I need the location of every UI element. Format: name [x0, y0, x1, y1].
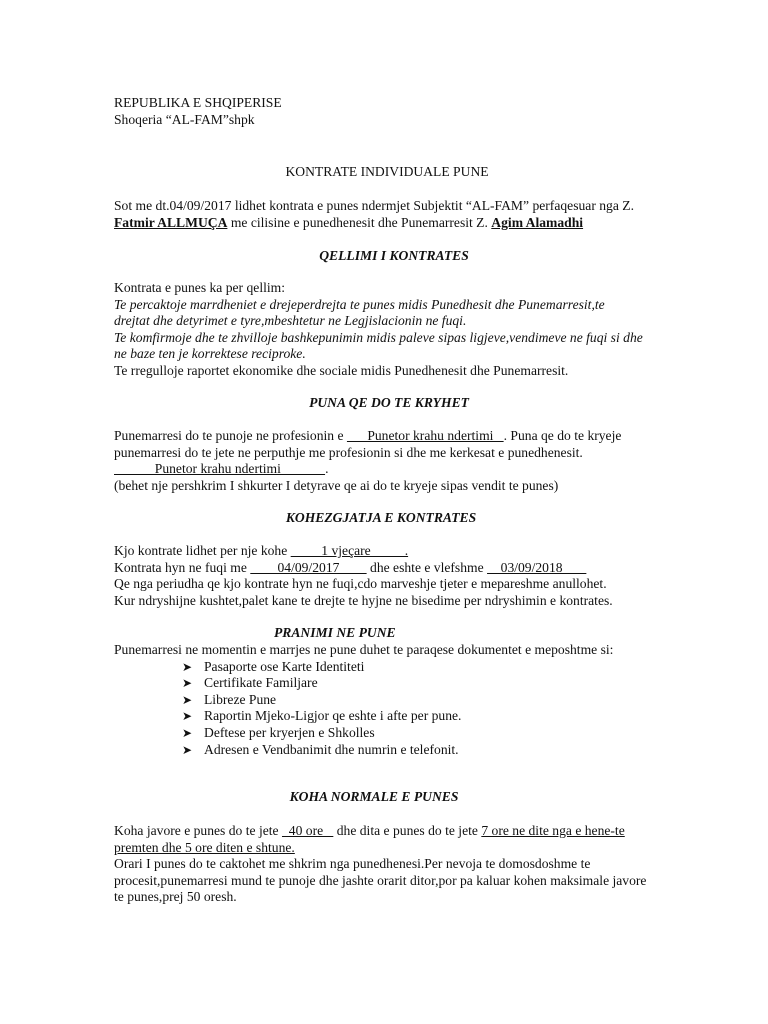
list-item-text: Deftese per kryerjen e Shkolles [204, 724, 375, 740]
purpose-item-1a: Te percaktoje marrdheniet e drejeperdrejta te punes midis Punedhesit dhe Punemarresit,te [114, 296, 605, 312]
arrow-bullet-icon: ➤ [182, 742, 193, 757]
document-list [114, 659, 674, 759]
work-line-2: punemarresi do te jete ne perputhje me profesionin si dhe me kerkesat e punedhenesit. [114, 444, 583, 460]
end-date: 03/09/2018 [487, 559, 587, 575]
duration-value: 1 vjeçare . [290, 543, 409, 558]
work-text-1b: . Puna qe do te kryeje [503, 428, 622, 443]
intro-paragraph [114, 198, 674, 231]
purpose-heading: QELLIMI I KONTRATES [319, 248, 469, 263]
duration-text-2b: dhe eshte e vlefshme [370, 559, 484, 575]
duration-heading-wrap [114, 510, 648, 527]
duration-line-4: Kur ndryshijne kushtet,palet kane te drejte te hyjne ne bisedime per ndryshimin e kontrates. [114, 592, 613, 608]
purpose-item-3: Te rregulloje raportet ekonomike dhe sociale midis Punedhenesit dhe Punemarresit. [114, 362, 569, 378]
country-name: REPUBLIKA E SHQIPERISE [114, 95, 282, 110]
work-section [114, 428, 674, 494]
hours-line-1 [114, 823, 674, 840]
weekly-hours: 40 ore [281, 823, 334, 838]
purpose-lead: Kontrata e punes ka per qellim: [114, 280, 285, 295]
list-item-text: Libreze Pune [204, 691, 277, 707]
list-item-text: Certifikate Familjare [204, 675, 318, 691]
duration-line-1 [114, 543, 674, 560]
profession-value: Punetor krahu ndertimi [346, 428, 504, 443]
arrow-bullet-icon: ➤ [182, 725, 193, 740]
list-item-text: Pasaporte ose Karte Identiteti [204, 658, 365, 674]
duration-text-1: Kjo kontrate lidhet per nje kohe [114, 543, 288, 558]
hours-heading: KOHA NORMALE E PUNES [289, 789, 459, 804]
daily-hours-cont: premten dhe 5 ore diten e shtune. [114, 839, 295, 855]
hours-text-1a: Koha javore e punes do te jete [114, 823, 279, 838]
arrow-bullet-icon: ➤ [182, 692, 193, 707]
arrow-bullet-icon: ➤ [182, 676, 193, 691]
employee-name: Agim Alamadhi [491, 214, 584, 230]
intro-text-1: Sot me dt.04/09/2017 lidhet kontrata e punes ndermjet Subjektit “AL-FAM” perfaqesuar nga Z. [114, 198, 634, 213]
work-line-4: (behet nje pershkrim I shkurter I detyrave qe ai do te kryeje sipas vendit te punes) [114, 477, 559, 493]
purpose-item-2b: ne baze ten je korrektese reciproke. [114, 346, 306, 362]
hours-heading-wrap [114, 789, 634, 806]
work-heading: PUNA QE DO TE KRYHET [309, 395, 469, 410]
list-item [182, 659, 674, 676]
list-item [182, 742, 674, 759]
list-item [182, 725, 674, 742]
document-title: KONTRATE INDIVIDUALE PUNE [285, 164, 489, 179]
company-name: Shoqeria “AL-FAM”shpk [114, 111, 255, 127]
purpose-item-2a: Te komfirmoje dhe te zhvilloje bashkepunimin midis paleve sipas ligjeve,vendimeve ne fuqi si dhe [114, 329, 643, 345]
purpose-heading-wrap [114, 248, 674, 265]
employer-name: Fatmir ALLMUÇA [114, 214, 228, 230]
arrow-bullet-icon: ➤ [182, 709, 193, 724]
list-item-text: Adresen e Vendbanimit dhe numrin e telefonit. [204, 741, 459, 757]
start-date: 04/09/2017 [250, 559, 367, 575]
hiring-heading: PRANIMI NE PUNE [274, 625, 396, 640]
list-item-text: Raportin Mjeko-Ligjor qe eshte i afte per pune. [204, 708, 462, 724]
daily-hours: 7 ore ne dite nga e hene-te [481, 823, 625, 838]
list-item [182, 708, 674, 725]
work-line-3-end: . [325, 461, 329, 477]
document-title-wrap [114, 164, 660, 181]
intro-text-2: me cilisine e punedhenesit dhe Punemarresit Z. [230, 214, 488, 230]
hours-line-5: te punes,prej 50 oresh. [114, 889, 237, 905]
work-line-1 [114, 428, 674, 445]
work-line-3 [114, 461, 674, 478]
hours-section [114, 823, 674, 906]
document-header [114, 95, 674, 128]
intro-line-1 [114, 198, 674, 215]
duration-section [114, 543, 674, 609]
arrow-bullet-icon: ➤ [182, 659, 193, 674]
purpose-item-1b: drejtat dhe detyrimet e tyre,mbeshtetur ne Legjislacionin ne fuqi. [114, 313, 467, 329]
hiring-section [114, 642, 674, 758]
purpose-section [114, 280, 674, 380]
duration-line-3: Qe nga periudha qe kjo kontrate hyn ne fuqi,cdo marveshje tjeter e mepareshme anullohet. [114, 576, 607, 592]
hiring-lead: Punemarresi ne momentin e marrjes ne pune duhet te paraqese dokumentet e meposhtme si: [114, 642, 614, 657]
duration-line-2 [114, 560, 674, 577]
hiring-heading-wrap [274, 625, 574, 642]
profession-value-2: Punetor krahu ndertimi [114, 461, 326, 477]
duration-text-2a: Kontrata hyn ne fuqi me [114, 559, 247, 575]
work-text-1: Punemarresi do te punoje ne profesionin e [114, 428, 344, 443]
hours-text-1b: dhe dita e punes do te jete [336, 823, 478, 838]
list-item [182, 675, 674, 692]
hours-line-4: procesit,punemarresi mund te punoje dhe jashte orarit ditor,por pa kaluar kohen maksimale javore [114, 872, 647, 888]
list-item [182, 692, 674, 709]
duration-heading: KOHEZGJATJA E KONTRATES [285, 510, 477, 525]
intro-line-2 [114, 215, 674, 232]
hours-line-3: Orari I punes do te caktohet me shkrim nga punedhenesi.Per nevoja te domosdoshme te [114, 856, 591, 872]
work-heading-wrap [114, 395, 664, 412]
